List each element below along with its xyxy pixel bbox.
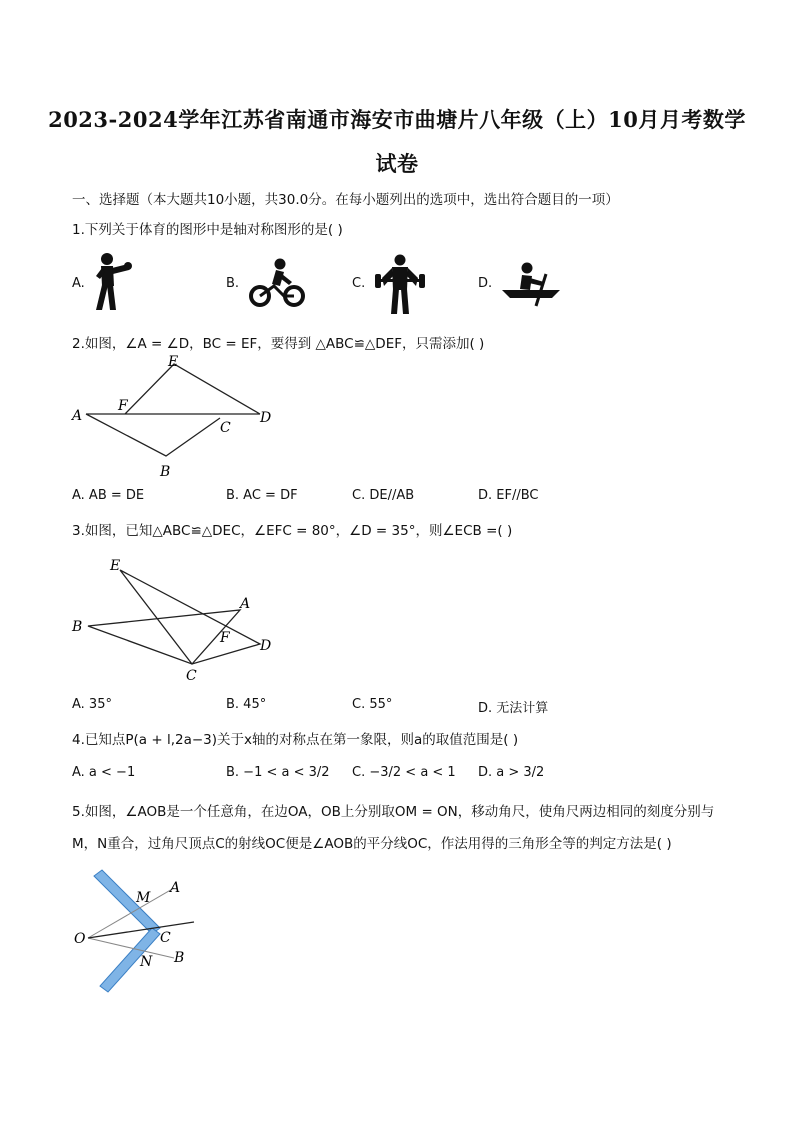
q3-label-b: B (72, 619, 83, 635)
q2-label-f: F (118, 398, 128, 414)
q4-option-d[interactable]: D. a > 3/2 (478, 765, 545, 780)
q2-label-e: E (168, 354, 179, 370)
q2-option-c[interactable]: C. DE//AB (352, 488, 415, 503)
q2-figure (70, 352, 280, 482)
q3-label-d: D (260, 638, 272, 654)
q3-label-f: F (220, 630, 230, 646)
q5-label-b: B (174, 950, 185, 966)
q5-label-a: A (170, 880, 181, 896)
q3-option-c[interactable]: C. 55° (352, 697, 393, 712)
q4-option-c[interactable]: C. −3/2 < a < 1 (352, 765, 456, 780)
question-5-stem-line2: M，N重合，过角尺顶点C的射线OC便是∠AOB的平分线OC，作法用得的三角形全等的判定方法是( ) (72, 836, 672, 852)
q5-label-m: M (136, 890, 151, 906)
question-2-stem: 2.如图，∠A = ∠D，BC = EF，要得到 △ABC≌△DEF，只需添加( ) (72, 336, 485, 352)
q4-option-a[interactable]: A. a < −1 (72, 765, 136, 780)
q2-option-a[interactable]: A. AB = DE (72, 488, 145, 503)
page-title-line2: 试卷 (375, 151, 419, 176)
q2-label-c: C (220, 420, 231, 436)
q3-option-d[interactable]: D. 无法计算 (478, 701, 549, 716)
q1-option-a[interactable]: A. (72, 276, 85, 291)
question-5-stem-line1: 5.如图，∠AOB是一个任意角，在边OA，OB上分别取OM = ON，移动角尺，使角尺两边相同的刻度分别与 (72, 804, 715, 820)
q1-option-d[interactable]: D. (478, 276, 493, 291)
boxer-icon (88, 252, 133, 314)
q3-label-c: C (186, 668, 197, 684)
q2-label-b: B (160, 464, 171, 480)
q5-label-o: O (74, 931, 86, 947)
q3-option-a[interactable]: A. 35° (72, 697, 112, 712)
rower-icon (500, 262, 562, 308)
q5-figure (70, 866, 200, 996)
q2-label-d: D (260, 410, 272, 426)
cyclist-icon (248, 258, 306, 308)
q3-option-b[interactable]: B. 45° (226, 697, 267, 712)
page-title: 2023-2024学年江苏省南通市海安市曲塘片八年级（上）10月月考数学 (48, 107, 746, 132)
q1-option-c[interactable]: C. (352, 276, 366, 291)
question-3-stem: 3.如图，已知△ABC≌△DEC，∠EFC = 80°，∠D = 35°，则∠ECB =( ) (72, 523, 513, 539)
q3-figure (70, 558, 280, 682)
question-1-stem: 1.下列关于体育的图形中是轴对称图形的是( ) (72, 222, 343, 238)
q2-option-b[interactable]: B. AC = DF (226, 488, 298, 503)
q5-label-n: N (140, 954, 153, 970)
q2-label-a: A (72, 408, 83, 424)
q3-label-a: A (240, 596, 251, 612)
section-heading: 一、选择题（本大题共10小题，共30.0分。在每小题列出的选项中，选出符合题目的一项） (72, 192, 619, 208)
weightlifter-icon (374, 254, 426, 316)
q2-option-d[interactable]: D. EF//BC (478, 488, 539, 503)
q3-label-e: E (110, 558, 121, 574)
q4-option-b[interactable]: B. −1 < a < 3/2 (226, 765, 330, 780)
q5-label-c: C (160, 930, 171, 946)
q1-option-b[interactable]: B. (226, 276, 240, 291)
question-4-stem: 4.已知点P(a + l,2a−3)关于x轴的对称点在第一象限，则a的取值范围是( ) (72, 732, 519, 748)
